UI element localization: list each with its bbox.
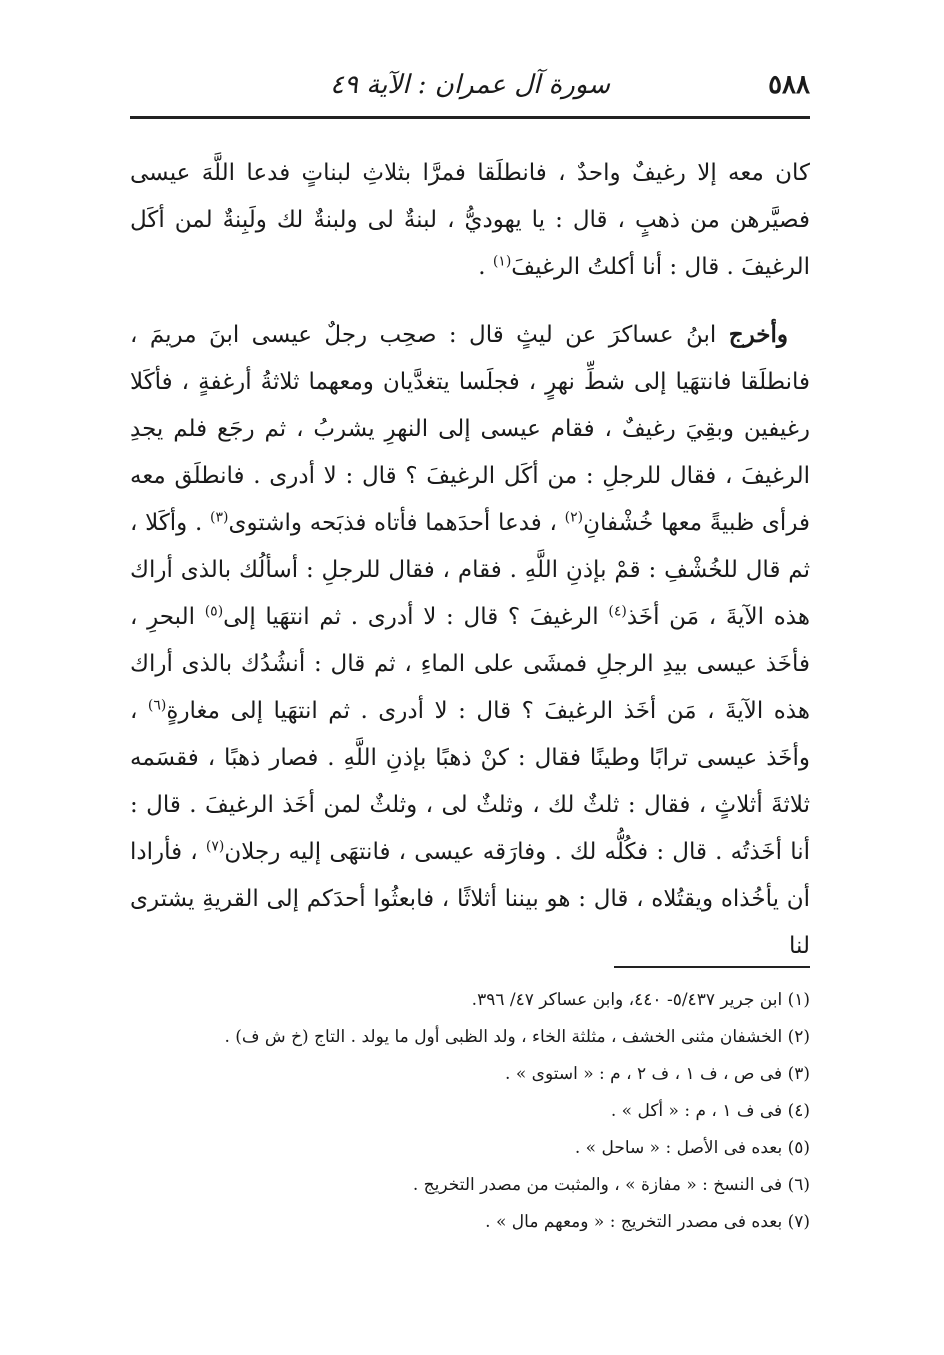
footnote-ref-6[interactable]: (٦) [147, 697, 167, 714]
page-header [130, 62, 810, 108]
text-run: الرغيفَ ؟ قال : لا أدرى . ثم انتهَيا إلى [223, 604, 609, 630]
paragraph-2 [130, 311, 810, 970]
text-run: ، فأرادا أن يأخُذاه ويقتُلاه ، قال : هو بيننا أثلاثًا ، فابعثُوا أحدَكم إلى القريةِ يشترى لنا [130, 839, 810, 959]
page-number: ٥٨٨ [768, 70, 810, 100]
footnote-6: (٦) فى النسخ : « مفازة » ، والمثبت من مصدر التخريج . [412, 1175, 810, 1195]
footnote-ref-7[interactable]: (٧) [205, 838, 225, 855]
text-run: . وأكَلا ، ثم قال للخُشْفِ : قمْ بإذنِ اللَّهِ . فقام ، فقال للرجلِ : أسألُك بالذى أراك هذه الآيةَ ، مَن أخَذ [130, 510, 811, 630]
footnote-ref-4[interactable]: (٤) [608, 603, 627, 620]
text-run: ابنُ عساكرَ عن ليثٍ قال : صحِب رجلٌ عيسى ابنَ مريمَ ، فانطلَقا فانتهَيا إلى شطِّ نهرٍ ، فجلَسا يتغدَّيان ومعهما ثلاثةُ أرغفةٍ ، فأكَلا رغيفين وبقِيَ رغيفٌ ، فقام عيسى إلى النهرِ يشربُ ، ثم رجَع فلم يجدِ الرغيفَ ، فقال للرجلِ : من أكَل الرغيفَ ؟ قال : لا أدرى . فانطلَق معه فرأى ظبيةً معها خُشْفانِ [130, 322, 811, 536]
footnote-ref-5[interactable]: (٥) [204, 603, 224, 620]
text-run: . [478, 254, 493, 280]
footnote-rule [614, 966, 810, 968]
running-title: سورة آل عمران : الآية ٤٩ [330, 70, 610, 100]
text-run: ، فدعا أحدَهما فأتاه فذبَحه واشتوى [228, 510, 565, 536]
footnote-ref-2[interactable]: (٢) [564, 509, 584, 526]
main-text [130, 150, 810, 970]
paragraph-lead: وأخرج [728, 321, 788, 348]
text-run: كان معه إلا رغيفٌ واحدٌ ، فانطلَقا فمرَّا بثلاثِ لبناتٍ فدعا اللَّهَ عيسى فصيَّرهن من ذهبٍ ، قال : يا يهوديُّ ، لبنةٌ لى ولبنةٌ لك ولَبِنةٌ لمن أكَل الرغيفَ . قال : أنا أكلتُ الرغيفَ [130, 160, 810, 280]
footnote-4: (٤) فى ف ١ ، م : « أكل » . [610, 1101, 810, 1121]
text-run: ، وأخَذ عيسى ترابًا وطينًا فقال : كنْ ذهبًا بإذنِ اللَّهِ . فصار ذهبًا ، فقسَمه ثلاثةَ أثلاثٍ ، فقال : ثلثٌ لك ، وثلثٌ لى ، وثلثٌ لمن أخَذ الرغيفَ . قال : أنا أخَذتُه . قال : فكُلُّه لك . وفارَقه عيسى ، فانتهَى إليه رجلان [130, 698, 810, 865]
text-run: البحرِ ، فأخَذ عيسى بيدِ الرجلِ فمشَى على الماءِ ، ثم قال : أنشُدُك بالذى أراك هذه الآيةَ ، مَن أخَذ الرغيفَ ؟ قال : لا أدرى . ثم انتهَيا إلى مغارةٍ [130, 604, 811, 724]
paragraph-1 [130, 150, 810, 291]
footnote-3: (٣) فى ص ، ف ١ ، ف ٢ ، م : « استوى » . [505, 1064, 810, 1084]
header-rule [130, 116, 810, 119]
footnote-7: (٧) بعده فى مصدر التخريج : « ومعهم مال » . [485, 1212, 810, 1232]
footnote-1: (١) ابن جرير ٥/٤٣٧- ٤٤٠، وابن عساكر ٤٧/ ٣٩٦. [471, 990, 810, 1010]
footnotes [130, 982, 810, 1241]
footnote-ref-1[interactable]: (١) [492, 253, 512, 270]
footnote-ref-3[interactable]: (٣) [209, 509, 229, 526]
footnote-5: (٥) بعده فى الأصل : « ساحل » . [574, 1138, 810, 1158]
footnote-2: (٢) الخشفان مثنى الخشف ، مثلثة الخاء ، ولد الظبى أول ما يولد . التاج (خ ش ف) . [224, 1027, 810, 1047]
